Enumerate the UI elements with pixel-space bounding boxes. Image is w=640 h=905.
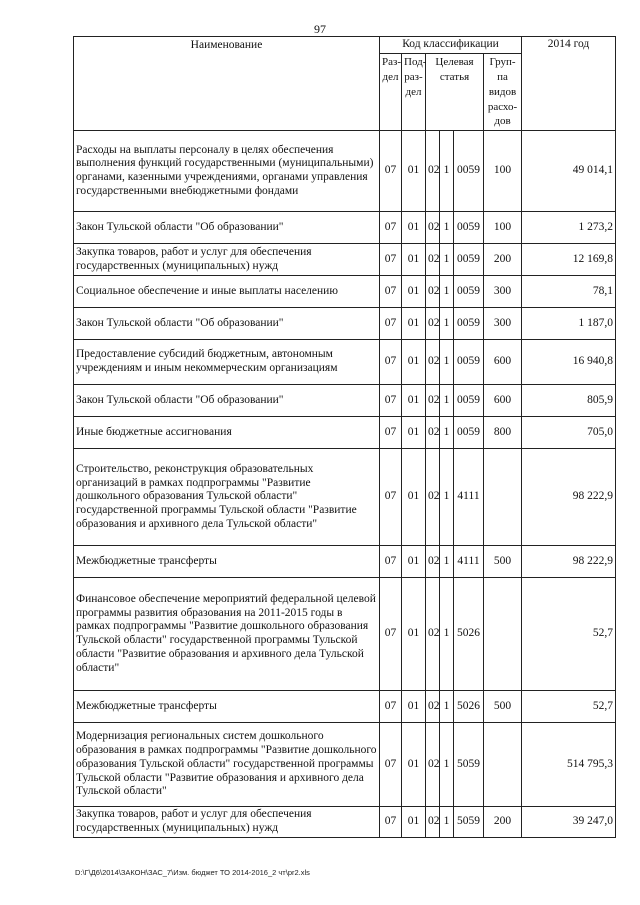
row-amount: 514 795,3 [522,723,616,807]
row-target-code-2: 1 [440,308,454,340]
row-target-code-3: 0059 [454,276,484,308]
row-target-code-3: 5026 [454,578,484,691]
row-section-code: 07 [380,244,402,276]
row-subsection-code: 01 [402,276,426,308]
row-subsection-code: 01 [402,807,426,838]
table-row [74,340,616,385]
page-number: 97 [314,22,326,36]
row-target-code-1: 02 [426,417,440,449]
row-subsection-code: 01 [402,723,426,807]
row-subsection-code: 01 [402,449,426,546]
row-target-code-1: 02 [426,723,440,807]
row-subsection-code: 01 [402,131,426,212]
row-amount: 1 187,0 [522,308,616,340]
table-row [74,417,616,449]
row-amount: 805,9 [522,385,616,417]
row-section-code: 07 [380,385,402,417]
row-subsection-code: 01 [402,212,426,244]
row-section-code: 07 [380,578,402,691]
row-target-code-1: 02 [426,578,440,691]
header-subsection: Под-раз-дел [402,54,426,131]
row-target-code-2: 1 [440,131,454,212]
row-amount: 78,1 [522,276,616,308]
table-row [74,578,616,691]
row-target-code-3: 5026 [454,691,484,723]
row-subsection-code: 01 [402,308,426,340]
table-row [74,449,616,546]
row-target-code-1: 02 [426,807,440,838]
row-name: Модернизация региональных систем дошкольного образования в рамках подпрограммы "Развитие дошкольного образования Тульской области" государственной программы Тульской области "Развитие образования и архивного дела Тульской области" [74,723,380,807]
row-expense-group-code [484,449,522,546]
row-subsection-code: 01 [402,340,426,385]
row-amount: 39 247,0 [522,807,616,838]
table-row [74,131,616,212]
header-year: 2014 год [522,37,616,131]
row-name: Закон Тульской области "Об образовании" [74,212,380,244]
row-expense-group-code: 500 [484,546,522,578]
row-target-code-3: 5059 [454,807,484,838]
row-subsection-code: 01 [402,417,426,449]
row-expense-group-code: 600 [484,340,522,385]
row-expense-group-code: 300 [484,276,522,308]
header-name: Наименование [74,37,380,131]
row-expense-group-code [484,723,522,807]
row-target-code-2: 1 [440,385,454,417]
row-subsection-code: 01 [402,385,426,417]
header-section: Раз-дел [380,54,402,131]
row-expense-group-code: 100 [484,131,522,212]
row-section-code: 07 [380,340,402,385]
row-amount: 98 222,9 [522,449,616,546]
row-expense-group-code: 200 [484,807,522,838]
table-row [74,723,616,807]
row-section-code: 07 [380,131,402,212]
table-row [74,244,616,276]
row-amount: 16 940,8 [522,340,616,385]
row-target-code-3: 0059 [454,131,484,212]
row-target-code-1: 02 [426,385,440,417]
row-name: Расходы на выплаты персоналу в целях обеспечения выполнения функций государственными (муниципальными) органами, казенными учреждениями, органами управления государственными внебюджетными фондами [74,131,380,212]
row-name: Межбюджетные трансферты [74,691,380,723]
table-row [74,385,616,417]
row-target-code-2: 1 [440,807,454,838]
row-target-code-2: 1 [440,723,454,807]
table-row [74,807,616,838]
row-target-code-1: 02 [426,212,440,244]
table-row [74,212,616,244]
row-target-code-3: 0059 [454,244,484,276]
row-name: Закупка товаров, работ и услуг для обеспечения государственных (муниципальных) нужд [74,807,380,838]
row-subsection-code: 01 [402,244,426,276]
row-target-code-1: 02 [426,340,440,385]
table-row [74,276,616,308]
row-target-code-2: 1 [440,417,454,449]
row-amount: 52,7 [522,691,616,723]
row-expense-group-code [484,578,522,691]
row-target-code-2: 1 [440,546,454,578]
row-name: Иные бюджетные ассигнования [74,417,380,449]
row-target-code-3: 0059 [454,308,484,340]
row-expense-group-code: 600 [484,385,522,417]
header-expense-group: Груп-па видов расхо-дов [484,54,522,131]
row-section-code: 07 [380,691,402,723]
row-amount: 52,7 [522,578,616,691]
row-target-code-1: 02 [426,131,440,212]
row-target-code-3: 0059 [454,212,484,244]
file-path-footer: D:\Г\Д6\2014\ЗАКОН\ЗАС_7\Изм. бюджет ТО 2014-2016_2 чт\pr2.xls [75,868,310,877]
row-subsection-code: 01 [402,578,426,691]
row-target-code-3: 0059 [454,417,484,449]
row-target-code-1: 02 [426,276,440,308]
row-subsection-code: 01 [402,691,426,723]
row-target-code-2: 1 [440,244,454,276]
row-section-code: 07 [380,546,402,578]
table-row [74,308,616,340]
row-section-code: 07 [380,212,402,244]
row-target-code-3: 0059 [454,385,484,417]
budget-table [73,36,616,838]
header-target-article: Целевая статья [426,54,484,131]
row-section-code: 07 [380,807,402,838]
row-name: Межбюджетные трансферты [74,546,380,578]
row-target-code-3: 5059 [454,723,484,807]
row-target-code-2: 1 [440,276,454,308]
header-code-group: Код классификации [380,37,522,54]
row-target-code-2: 1 [440,691,454,723]
row-expense-group-code: 500 [484,691,522,723]
row-amount: 705,0 [522,417,616,449]
row-target-code-3: 0059 [454,340,484,385]
row-target-code-1: 02 [426,244,440,276]
row-amount: 98 222,9 [522,546,616,578]
table-row [74,546,616,578]
row-expense-group-code: 800 [484,417,522,449]
row-amount: 12 169,8 [522,244,616,276]
row-target-code-3: 4111 [454,449,484,546]
row-expense-group-code: 100 [484,212,522,244]
row-target-code-2: 1 [440,212,454,244]
row-amount: 49 014,1 [522,131,616,212]
row-section-code: 07 [380,276,402,308]
row-section-code: 07 [380,449,402,546]
row-target-code-2: 1 [440,340,454,385]
row-amount: 1 273,2 [522,212,616,244]
row-target-code-1: 02 [426,691,440,723]
row-name: Закупка товаров, работ и услуг для обеспечения государственных (муниципальных) нужд [74,244,380,276]
row-section-code: 07 [380,723,402,807]
table-row [74,691,616,723]
row-target-code-1: 02 [426,546,440,578]
row-target-code-1: 02 [426,449,440,546]
row-target-code-2: 1 [440,578,454,691]
row-target-code-3: 4111 [454,546,484,578]
row-target-code-1: 02 [426,308,440,340]
row-name: Строительство, реконструкция образовательных организаций в рамках подпрограммы "Развитие дошкольного образования Тульской области" государственной программы Тульской области "Развитие образования и архивного дела Тульской области" [74,449,380,546]
row-section-code: 07 [380,308,402,340]
row-name: Закон Тульской области "Об образовании" [74,385,380,417]
row-target-code-2: 1 [440,449,454,546]
row-section-code: 07 [380,417,402,449]
row-name: Закон Тульской области "Об образовании" [74,308,380,340]
row-name: Социальное обеспечение и иные выплаты населению [74,276,380,308]
row-subsection-code: 01 [402,546,426,578]
row-name: Предоставление субсидий бюджетным, автономным учреждениям и иным некоммерческим организациям [74,340,380,385]
row-name: Финансовое обеспечение мероприятий федеральной целевой программы развития образования на 2011-2015 годы в рамках подпрограммы "Развитие дошкольного образования Тульской области" государственной программы Тульской области "Развитие образования и архивного дела Тульской области" [74,578,380,691]
row-expense-group-code: 300 [484,308,522,340]
row-expense-group-code: 200 [484,244,522,276]
